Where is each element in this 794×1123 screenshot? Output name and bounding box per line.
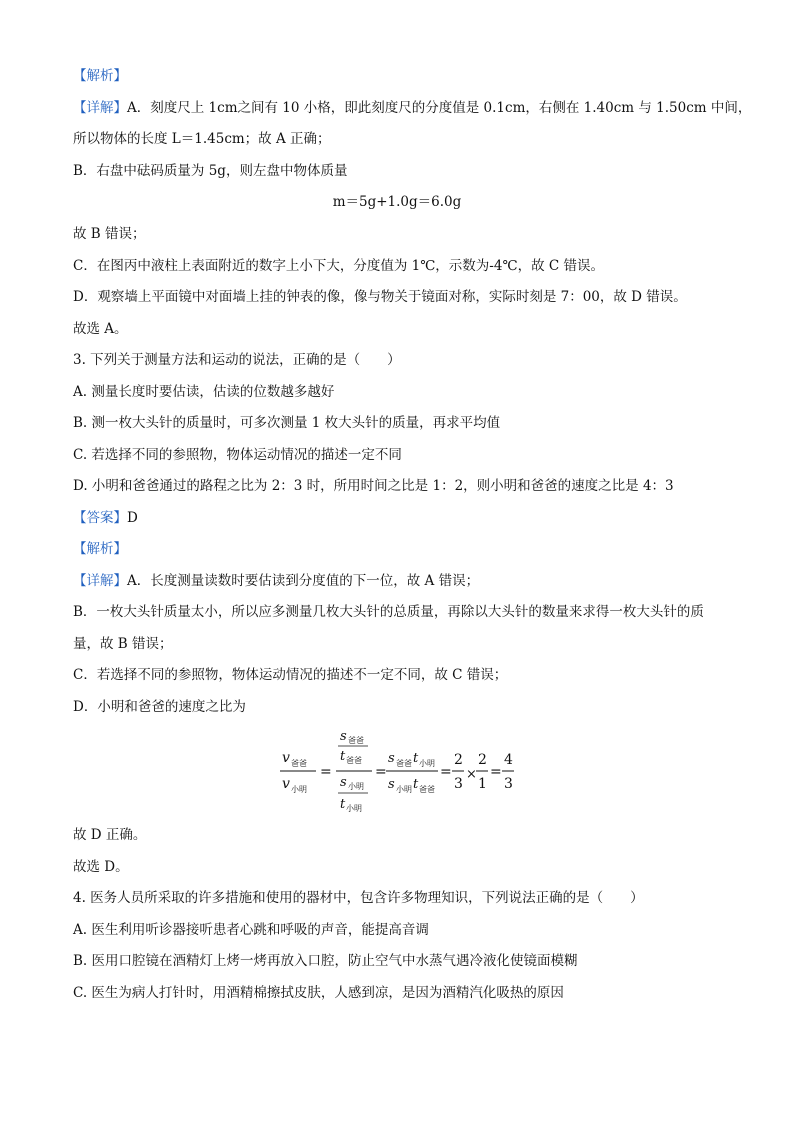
detail-d: D．观察墙上平面镜中对面墙上挂的钟表的像，像与物关于镜面对称，实际时刻是 7：00，故 D 错误。	[73, 289, 687, 305]
detail-3-a: A．长度测量读数时要估读到分度值的下一位，故 A 错误；	[127, 573, 480, 589]
detail-3-d-line1: D．小明和爸爸的速度之比为	[73, 699, 246, 715]
formula-t-4: t	[413, 777, 419, 792]
choose-a: 故选 A。	[73, 321, 128, 337]
detail-3-a-paragraph	[73, 572, 479, 590]
detail-b-line2: 故 B 错误；	[73, 226, 146, 242]
formula-sub-xiaoming-3: 小明	[346, 804, 362, 813]
detail-tag-3: 【详解】	[73, 573, 127, 589]
num-4: 4	[504, 752, 513, 768]
times-sign: ×	[466, 767, 477, 782]
formula-sub-baba-4: 爸爸	[396, 759, 412, 768]
analysis-tag-3: 【解析】	[73, 541, 127, 557]
formula-mass: m＝5g+1.0g＝6.0g	[332, 194, 462, 210]
formula-t-2: t	[340, 797, 346, 812]
formula-sub-baba-1: 爸爸	[291, 759, 307, 768]
detail-3-b-line1: B．一枚大头针质量太小，所以应多测量几枚大头针的总质量，再除以大头针的数量来求得一枚大头针的质	[73, 604, 704, 620]
num-3a: 3	[454, 776, 463, 792]
formula-sub-baba-3: 爸爸	[346, 756, 362, 765]
formula-sub-xiaoming-2: 小明	[348, 782, 364, 791]
equals-1: =	[320, 764, 332, 780]
question-4-stem: 4. 医务人员所采取的许多措施和使用的器材中，包含许多物理知识，下列说法正确的是（ ）	[73, 890, 644, 906]
question-4-option-a: A. 医生利用听诊器接听患者心跳和呼吸的声音，能提高音调	[73, 922, 429, 938]
num-1: 1	[478, 776, 487, 792]
detail-3-c: C．若选择不同的参照物，物体运动情况的描述不一定不同，故 C 错误；	[73, 667, 508, 683]
num-2a: 2	[454, 752, 463, 768]
question-3-option-d: D. 小明和爸爸通过的路程之比为 2：3 时，所用时间之比是 1：2，则小明和爸爸的速度之比是 4：3	[73, 478, 674, 494]
detail-tag: 【详解】	[73, 100, 127, 116]
num-3b: 3	[504, 776, 513, 792]
formula-sub-baba-5: 爸爸	[419, 785, 435, 794]
choose-d: 故选 D。	[73, 859, 129, 875]
analysis-tag: 【解析】	[73, 68, 127, 84]
num-2b: 2	[478, 752, 487, 768]
formula-t-1: t	[340, 749, 346, 764]
detail-b-line1: B．右盘中砝码质量为 5g，则左盘中物体质量	[73, 163, 348, 179]
question-3-stem: 3. 下列关于测量方法和运动的说法，正确的是（ ）	[73, 352, 401, 368]
formula-sub-xiaoming-4: 小明	[419, 759, 435, 768]
formula-s-3: s	[388, 751, 395, 766]
question-3-option-b: B. 测一枚大头针的质量时，可多次测量 1 枚大头针的质量，再求平均值	[73, 415, 501, 431]
formula-svg	[280, 726, 520, 816]
formula-v-top: v	[282, 750, 290, 766]
answer-3	[73, 509, 138, 527]
equals-2: =	[375, 764, 387, 780]
formula-s-4: s	[388, 777, 395, 792]
question-4-option-b: B. 医用口腔镜在酒精灯上烤一烤再放入口腔，防止空气中水蒸气遇冷液化使镜面模糊	[73, 953, 578, 969]
formula-sub-xiaoming-1: 小明	[291, 785, 307, 794]
detail-a-line2: 所以物体的长度 L＝1.45cm；故 A 正确；	[73, 131, 331, 147]
formula-s-2: s	[340, 775, 347, 790]
question-3-option-a: A. 测量长度时要估读，估读的位数越多越好	[73, 384, 335, 400]
detail-3-d-line2: 故 D 正确。	[73, 827, 147, 843]
detail-a-line1: A．刻度尺上 1cm之间有 10 小格，即此刻度尺的分度值是 0.1cm，右侧在 1.40cm 与 1.50cm 中间，	[127, 100, 752, 116]
formula-sub-xiaoming-5: 小明	[396, 785, 412, 794]
formula-sub-baba-2: 爸爸	[348, 736, 364, 745]
question-4-option-c: C. 医生为病人打针时，用酒精棉擦拭皮肤，人感到凉，是因为酒精汽化吸热的原因	[73, 985, 564, 1001]
answer-value: D	[127, 510, 138, 526]
detail-paragraph	[73, 99, 751, 117]
detail-c: C．在图丙中液柱上表面附近的数字上小下大，分度值为 1℃，示数为-4℃，故 C 错误。	[73, 258, 604, 274]
detail-3-b-line2: 量，故 B 错误；	[73, 636, 173, 652]
equals-4: =	[490, 764, 502, 780]
formula-v-bottom: v	[282, 776, 290, 792]
equals-3: =	[440, 764, 452, 780]
answer-tag: 【答案】	[73, 510, 127, 526]
velocity-ratio-formula	[280, 726, 520, 816]
formula-t-3: t	[413, 751, 419, 766]
question-3-option-c: C. 若选择不同的参照物，物体运动情况的描述一定不同	[73, 447, 402, 463]
formula-s-1: s	[340, 729, 347, 744]
